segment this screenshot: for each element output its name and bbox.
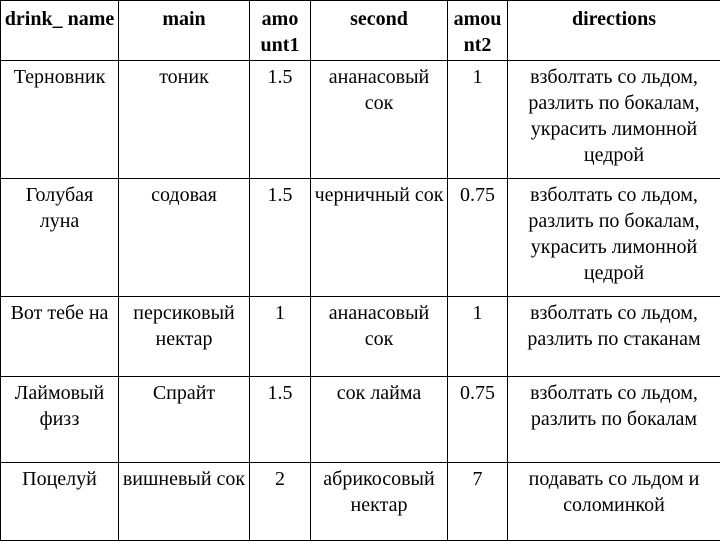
cell-directions: подавать со льдом и соломинкой (508, 463, 720, 541)
table-row (1, 297, 720, 377)
header-drink-name: drink_ name (1, 1, 119, 61)
header-amount1: amo unt1 (250, 1, 311, 61)
cell-main: содовая (119, 179, 250, 297)
header-amount2: amou nt2 (448, 1, 508, 61)
cell-directions: взболтать со льдом, разлить по бокалам (508, 377, 720, 463)
cell-main: персиковый нектар (119, 297, 250, 377)
cell-second: черничный сок (311, 179, 448, 297)
cell-drink-name: Вот тебе на (1, 297, 119, 377)
cell-amount2: 1 (448, 297, 508, 377)
cell-drink-name: Голубая луна (1, 179, 119, 297)
table-row (1, 463, 720, 541)
table-row (1, 179, 720, 297)
cell-main: Спрайт (119, 377, 250, 463)
cell-second: ананасовый сок (311, 297, 448, 377)
cell-drink-name: Терновник (1, 61, 119, 179)
cell-main: тоник (119, 61, 250, 179)
header-row (1, 1, 720, 61)
cell-amount2: 0.75 (448, 377, 508, 463)
cell-amount2: 1 (448, 61, 508, 179)
cell-second: сок лайма (311, 377, 448, 463)
cell-amount2: 0.75 (448, 179, 508, 297)
cell-drink-name: Лаймовый физз (1, 377, 119, 463)
cell-main: вишневый сок (119, 463, 250, 541)
header-directions: directions (508, 1, 720, 61)
cell-drink-name: Поцелуй (1, 463, 119, 541)
cell-amount1: 1.5 (250, 61, 311, 179)
cell-directions: взболтать со льдом, разлить по бокалам, украсить лимонной цедрой (508, 61, 720, 179)
cell-amount1: 1 (250, 297, 311, 377)
cell-directions: взболтать со льдом, разлить по бокалам, украсить лимонной цедрой (508, 179, 720, 297)
cell-amount1: 2 (250, 463, 311, 541)
cell-amount2: 7 (448, 463, 508, 541)
header-second: second (311, 1, 448, 61)
cell-second: ананасовый сок (311, 61, 448, 179)
table-row (1, 377, 720, 463)
cell-amount1: 1.5 (250, 179, 311, 297)
table-row (1, 61, 720, 179)
header-main: main (119, 1, 250, 61)
cell-second: абрикосовый нектар (311, 463, 448, 541)
cell-amount1: 1.5 (250, 377, 311, 463)
cell-directions: взболтать со льдом, разлить по стаканам (508, 297, 720, 377)
